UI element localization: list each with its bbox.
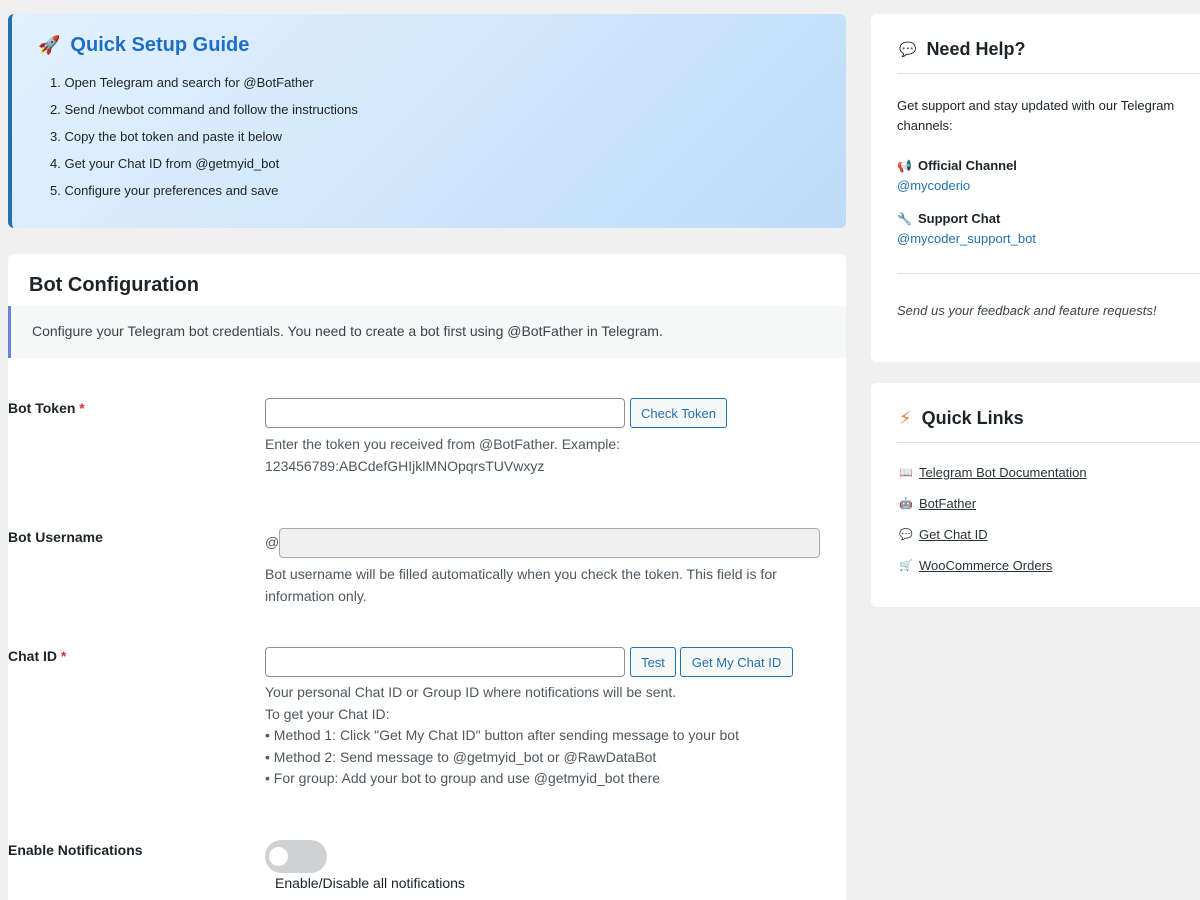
bot-username-label: Bot Username (8, 529, 103, 545)
link-woocommerce-orders[interactable]: 🛒 WooCommerce Orders (899, 558, 1053, 573)
notifications-toggle[interactable] (265, 840, 327, 873)
need-help-title: 💬 Need Help? (899, 39, 1026, 59)
robot-icon: 🤖 (899, 498, 913, 510)
support-chat-title: 🔧 Support Chat (897, 211, 1001, 226)
link-telegram-bot-documentation[interactable]: 📖 Telegram Bot Documentation (899, 465, 1087, 480)
chat-id-label: Chat ID * (8, 648, 67, 664)
speech-bubble-icon: 💬 (899, 529, 913, 541)
quick-setup-panel (8, 14, 846, 228)
support-chat-link[interactable]: @mycoder_support_bot (897, 231, 1036, 246)
chat-id-description: Your personal Chat ID or Group ID where notifications will be sent. To get your Chat ID: • Method 1: Click "Get My Chat ID" button after sending message to your bot • Method 2: Send message to @getmyid_bot or @RawDataBot • For group: Add your bot to group and use @getmyid_bot there (265, 684, 739, 786)
setup-step: 4. Get your Chat ID from @getmyid_bot (50, 156, 280, 171)
official-channel-title: 📢 Official Channel (897, 158, 1017, 173)
setup-step: 5. Configure your preferences and save (50, 183, 279, 198)
bot-token-description: Enter the token you received from @BotFather. Example: 123456789:ABCdefGHIjklMNOpqrsTUVwxyz (265, 436, 621, 474)
divider (897, 73, 1200, 74)
check-token-button[interactable]: Check Token (630, 398, 727, 428)
config-notice: Configure your Telegram bot credentials. You need to create a bot first using @BotFather in Telegram. (8, 306, 846, 358)
toggle-knob (269, 847, 288, 866)
setup-step: 1. Open Telegram and search for @BotFather (50, 75, 314, 90)
book-icon: 📖 (899, 467, 913, 479)
cart-icon: 🛒 (899, 560, 913, 572)
required-mark: * (79, 400, 85, 416)
chat-id-input[interactable] (265, 647, 625, 677)
test-button[interactable]: Test (630, 647, 676, 677)
link-get-chat-id[interactable]: 💬 Get Chat ID (899, 527, 988, 542)
quick-links-title: ⚡ Quick Links (899, 408, 1024, 428)
need-help-card (871, 14, 1200, 362)
bot-token-input[interactable] (265, 398, 625, 428)
bot-configuration-panel (8, 254, 846, 900)
bot-token-label: Bot Token * (8, 400, 85, 416)
link-botfather[interactable]: 🤖 BotFather (899, 496, 977, 511)
setup-step: 2. Send /newbot command and follow the instructions (50, 102, 358, 117)
required-mark: * (60, 648, 67, 664)
config-title: Bot Configuration (29, 274, 199, 296)
quick-links-card (871, 383, 1200, 607)
feedback-text: Send us your feedback and feature requests! (897, 303, 1157, 318)
rocket-icon: 🚀 (38, 35, 61, 55)
megaphone-icon: 📢 (897, 158, 912, 173)
setup-steps (50, 69, 822, 204)
lightning-icon: ⚡ (899, 408, 912, 428)
speech-bubble-icon: 💬 (899, 41, 917, 57)
divider (897, 273, 1200, 274)
enable-notifications-label: Enable Notifications (8, 842, 143, 858)
setup-step: 3. Copy the bot token and paste it below (50, 129, 282, 144)
divider (897, 442, 1200, 443)
help-text: Get support and stay updated with our Telegram channels: (897, 98, 1175, 133)
bot-username-input (279, 528, 820, 558)
wrench-icon: 🔧 (897, 211, 912, 226)
get-my-chat-id-button[interactable]: Get My Chat ID (680, 647, 793, 677)
bot-username-description: Bot username will be filled automatically when you check the token. This field is for information only. (265, 566, 777, 604)
notifications-toggle-description: Enable/Disable all notifications (275, 875, 465, 891)
at-prefix: @ (265, 534, 280, 550)
setup-title: 🚀 Quick Setup Guide (38, 34, 250, 56)
official-channel-link[interactable]: @mycoderio (897, 178, 971, 193)
